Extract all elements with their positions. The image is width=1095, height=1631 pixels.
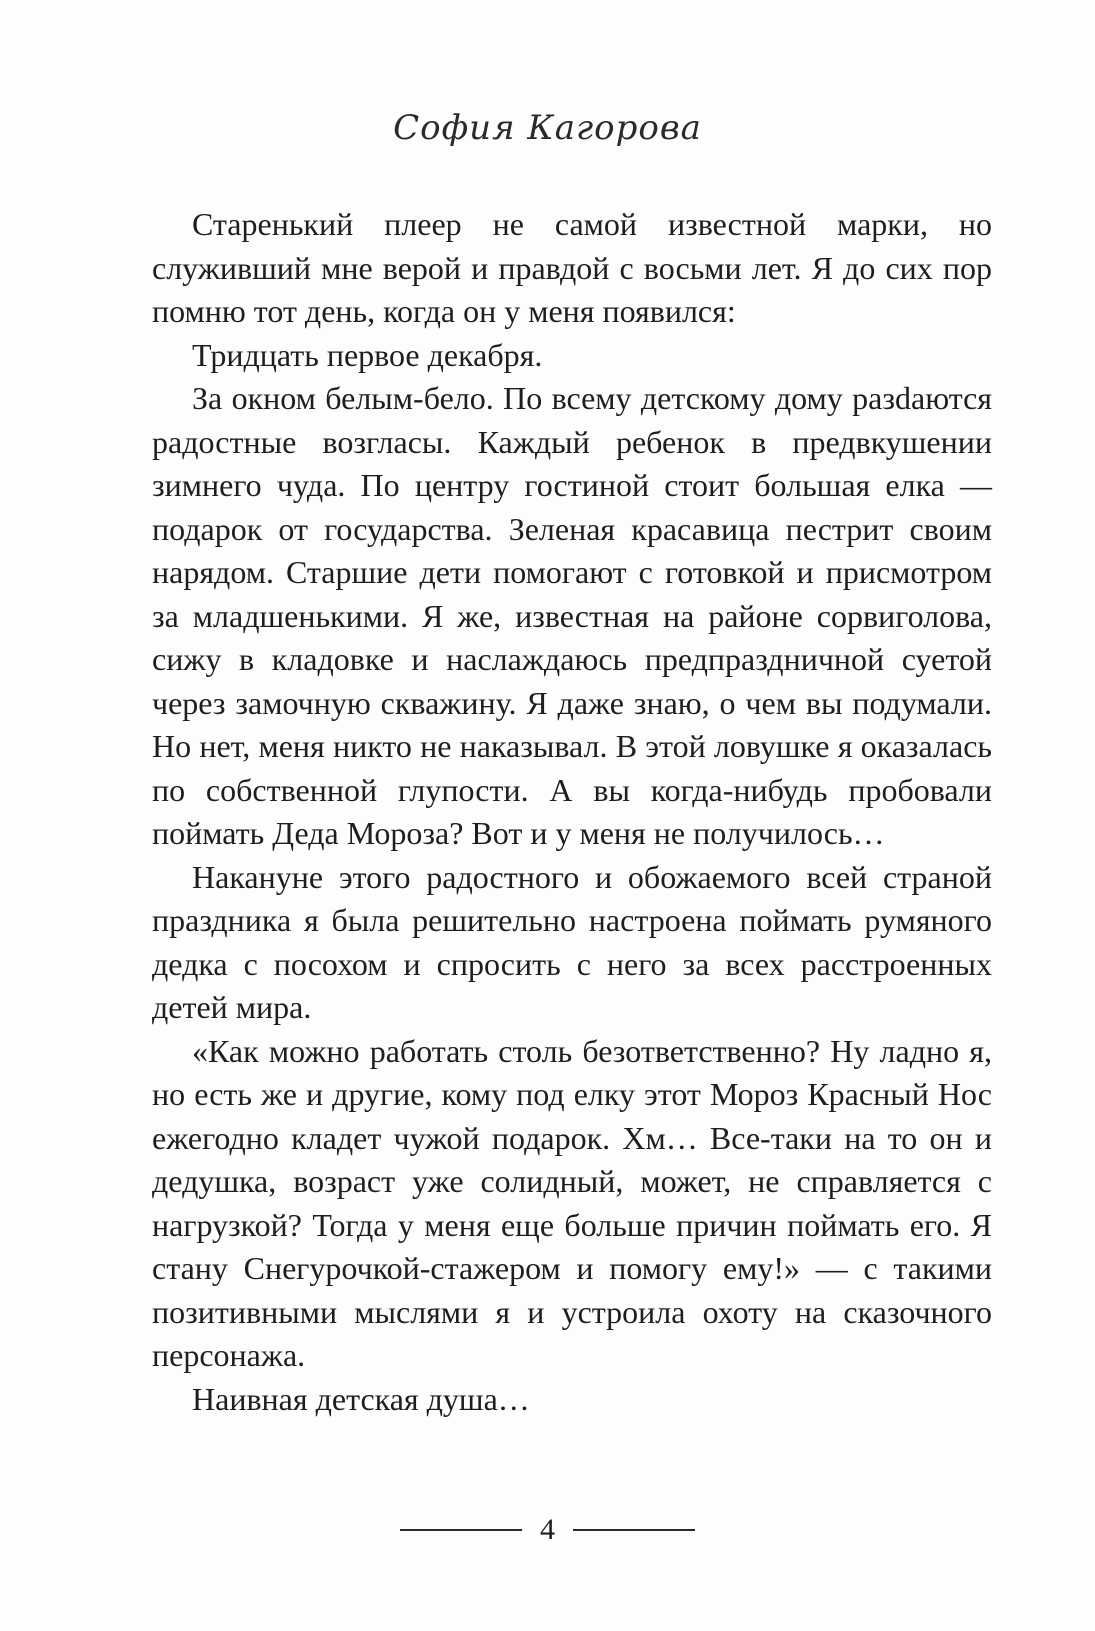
paragraph: Старенький плеер не самой известной марки, но служивший мне верой и правдой с восьми лет. Я до сих пор помню тот день, когда он у меня появился: (152, 206, 992, 329)
body-text (152, 203, 992, 1421)
paragraph: Наивная детская душа… (192, 1380, 530, 1417)
footer-rule-right (573, 1529, 695, 1531)
paragraph: Тридцать первое декабря. (192, 336, 543, 373)
page-footer (0, 1513, 1095, 1547)
page-number: 4 (540, 1513, 555, 1546)
running-head-author: София Кагорова (393, 108, 702, 148)
paragraph: Накануне этого радостного и обожаемого всей страной праздника я была решительно настроена поймать румяного дедка с посохом и спросить с него за всех расстроенных детей мира. (152, 858, 992, 1025)
paragraph: За окном белым-бело. По всему детскому дому разdаются радостные возгласы. Каждый ребенок в предвкушении зимнего чуда. По центру гостиной стоит большая елка — подарок от государства. Зеленая красавица пестрит своим нарядом. Старшие дети помогают с готовкой и присмотром за младшенькими. Я же, известная на районе сорвиголова, сижу в кладовке и наслаждаюсь предпраздничной суетой через замочную скважину. Я даже знаю, о чем вы подумали. Но нет, меня никто не наказывал. В этой ловушке я оказалась по собственной глупости. А вы когда-нибудь пробовали поймать Деда Мороза? Вот и у меня не получилось… (152, 380, 992, 851)
footer-rule-left (400, 1529, 522, 1531)
paragraph: «Как можно работать столь безответственно? Ну ладно я, но есть же и другие, кому под елку этот Мороз Красный Нос ежегодно кладет чужой подарок. Хм… Все-таки на то он и дедушка, возраст уже солидный, может, не справляется с нагрузкой? Тогда у меня еще больше причин поймать его. Я стану Снегурочкой-стажером и помогу ему!» — с такими позитивными мыслями я и устроила охоту на сказочного персонажа. (152, 1032, 992, 1373)
